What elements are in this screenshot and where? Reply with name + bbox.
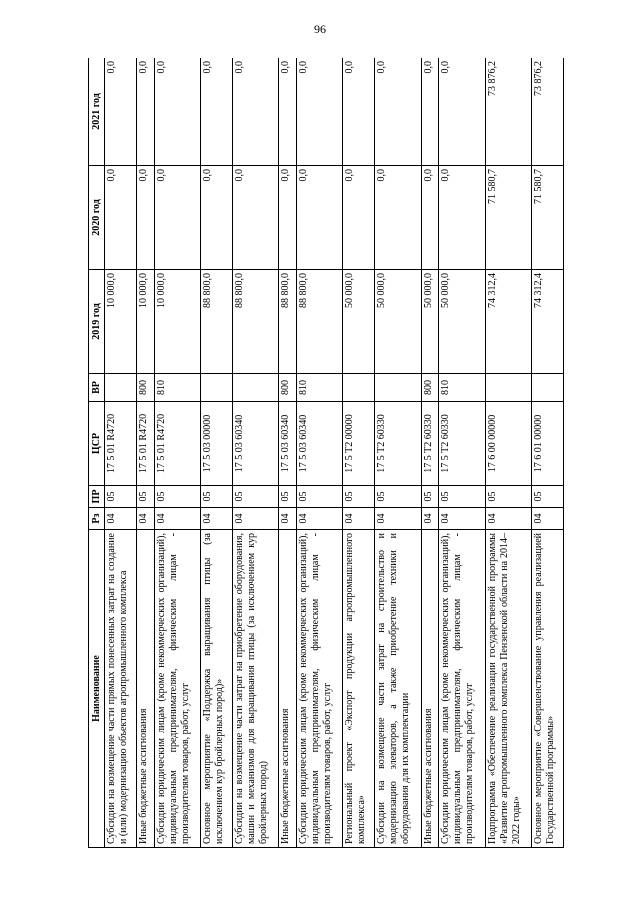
cell-2020: 0,0 [201, 166, 233, 270]
cell-rz: 04 [531, 508, 563, 530]
cell-rz: 04 [201, 508, 233, 530]
cell-2021: 0,0 [154, 58, 200, 166]
header-2020: 2020 год [89, 166, 105, 270]
cell-2021: 0,0 [201, 58, 233, 166]
table-row [439, 58, 485, 848]
cell-pr: 05 [531, 486, 563, 508]
cell-pr: 05 [485, 486, 531, 508]
cell-csr: 17 5 03 00000 [201, 402, 233, 486]
cell-2019: 10 000,0 [137, 270, 155, 374]
header-name: Наименование [89, 530, 105, 848]
cell-pr: 05 [137, 486, 155, 508]
cell-2019: 10 000,0 [105, 270, 137, 374]
cell-2019: 74 312,4 [485, 270, 531, 374]
cell-name: Подпрограмма «Обеспечение реализации государственной программы «Развитие агропромышленного комплекса Пензенской области на 2014–2022 годы» [485, 530, 531, 848]
cell-2021: 73 876,2 [485, 58, 531, 166]
cell-2019: 50 000,0 [421, 270, 439, 374]
cell-csr: 17 6 01 00000 [531, 402, 563, 486]
cell-csr: 17 5 03 60340 [233, 402, 279, 486]
table-row [485, 58, 531, 848]
table-row [343, 58, 375, 848]
cell-rz: 04 [439, 508, 485, 530]
cell-vr [343, 374, 375, 402]
cell-2021: 0,0 [233, 58, 279, 166]
cell-pr: 05 [439, 486, 485, 508]
header-vr: ВР [89, 374, 105, 402]
cell-pr: 05 [154, 486, 200, 508]
cell-vr: 800 [421, 374, 439, 402]
cell-vr [375, 374, 421, 402]
cell-rz: 04 [233, 508, 279, 530]
table-row [154, 58, 200, 848]
cell-2019: 50 000,0 [375, 270, 421, 374]
cell-vr: 800 [137, 374, 155, 402]
cell-rz: 04 [485, 508, 531, 530]
cell-2019: 88 800,0 [201, 270, 233, 374]
table-row [279, 58, 297, 848]
cell-2019: 10 000,0 [154, 270, 200, 374]
table-body [105, 58, 564, 848]
cell-csr: 17 5 T2 60330 [421, 402, 439, 486]
cell-pr: 05 [343, 486, 375, 508]
table-row [105, 58, 137, 848]
cell-2019: 50 000,0 [343, 270, 375, 374]
cell-pr: 05 [279, 486, 297, 508]
cell-name: Субсидии на возмещение части прямых понесенных затрат на создание и (или) модернизацию объектов агропромышленного комплекса [105, 530, 137, 848]
cell-pr: 05 [297, 486, 343, 508]
header-rz: Рз [89, 508, 105, 530]
cell-2021: 0,0 [105, 58, 137, 166]
cell-2020: 0,0 [154, 166, 200, 270]
table-row [201, 58, 233, 848]
cell-vr: 810 [297, 374, 343, 402]
cell-rz: 04 [375, 508, 421, 530]
cell-name: Основное мероприятие «Совершенствование управления реализацией Государственной программы» [531, 530, 563, 848]
cell-name: Региональный проект «Экспорт продукции агропромышленного комплекса» [343, 530, 375, 848]
cell-rz: 04 [105, 508, 137, 530]
cell-vr [201, 374, 233, 402]
cell-vr: 810 [154, 374, 200, 402]
cell-2020: 71 580,7 [485, 166, 531, 270]
table-row [531, 58, 563, 848]
header-2019: 2019 год [89, 270, 105, 374]
cell-2019: 88 800,0 [279, 270, 297, 374]
cell-2019: 74 312,4 [531, 270, 563, 374]
cell-rz: 04 [343, 508, 375, 530]
cell-rz: 04 [154, 508, 200, 530]
header-pr: ПР [89, 486, 105, 508]
cell-name: Субсидии юридическим лицам (кроме некоммерческих организаций), индивидуальным предпринимателям, физическим лицам - производителям товаров, работ, услуг [154, 530, 200, 848]
cell-2020: 0,0 [137, 166, 155, 270]
cell-rz: 04 [137, 508, 155, 530]
cell-csr: 17 5 03 60340 [279, 402, 297, 486]
cell-2020: 0,0 [297, 166, 343, 270]
cell-name: Иные бюджетные ассигнования [137, 530, 155, 848]
cell-2021: 0,0 [137, 58, 155, 166]
page-number: 96 [314, 22, 326, 36]
cell-name: Субсидии на возмещение части затрат на строительство и модернизацию элеваторов, а также приобретение техники и оборудования для их комплектации [375, 530, 421, 848]
cell-csr: 17 5 01 R4720 [154, 402, 200, 486]
cell-2021: 0,0 [421, 58, 439, 166]
cell-2020: 0,0 [343, 166, 375, 270]
cell-2021: 0,0 [375, 58, 421, 166]
table-row [233, 58, 279, 848]
cell-2020: 0,0 [233, 166, 279, 270]
cell-2020: 71 580,7 [531, 166, 563, 270]
cell-name: Основное мероприятие «Поддержка выращивания птицы (за исключением кур бройлерных пород)» [201, 530, 233, 848]
table-header-row [89, 58, 105, 848]
cell-name: Субсидии юридическим лицам (кроме некоммерческих организаций), индивидуальным предпринимателям, физическим лицам - производителям товаров, работ, услуг [297, 530, 343, 848]
cell-csr: 17 5 03 60340 [297, 402, 343, 486]
cell-2020: 0,0 [375, 166, 421, 270]
cell-pr: 05 [421, 486, 439, 508]
cell-vr [233, 374, 279, 402]
table-row [137, 58, 155, 848]
cell-csr: 17 5 01 R4720 [105, 402, 137, 486]
cell-name: Субсидии на возмещение части затрат на приобретение оборудования, машин и механизмов для выращивания птицы (за исключением кур бройлерных пород) [233, 530, 279, 848]
cell-2020: 0,0 [279, 166, 297, 270]
budget-table [88, 58, 564, 848]
cell-csr: 17 5 T2 60330 [439, 402, 485, 486]
cell-vr [485, 374, 531, 402]
header-csr: ЦСР [89, 402, 105, 486]
table-row [297, 58, 343, 848]
cell-2021: 73 876,2 [531, 58, 563, 166]
cell-pr: 05 [233, 486, 279, 508]
header-2021: 2021 год [89, 58, 105, 166]
cell-2021: 0,0 [297, 58, 343, 166]
cell-rz: 04 [279, 508, 297, 530]
cell-2019: 88 800,0 [233, 270, 279, 374]
table-row [375, 58, 421, 848]
cell-name: Иные бюджетные ассигнования [279, 530, 297, 848]
cell-csr: 17 6 00 00000 [485, 402, 531, 486]
cell-2019: 88 800,0 [297, 270, 343, 374]
cell-2021: 0,0 [439, 58, 485, 166]
table-row [421, 58, 439, 848]
cell-2020: 0,0 [421, 166, 439, 270]
cell-2021: 0,0 [279, 58, 297, 166]
cell-vr [531, 374, 563, 402]
cell-csr: 17 5 T2 00000 [343, 402, 375, 486]
cell-vr: 800 [279, 374, 297, 402]
cell-csr: 17 5 01 R4720 [137, 402, 155, 486]
cell-name: Иные бюджетные ассигнования [421, 530, 439, 848]
cell-2021: 0,0 [343, 58, 375, 166]
cell-csr: 17 5 T2 60330 [375, 402, 421, 486]
cell-pr: 05 [201, 486, 233, 508]
cell-name: Субсидии юридическим лицам (кроме некоммерческих организаций), индивидуальным предпринимателям, физическим лицам - производителям товаров, работ, услуг [439, 530, 485, 848]
cell-vr [105, 374, 137, 402]
cell-pr: 05 [375, 486, 421, 508]
table-area [88, 58, 564, 848]
cell-2019: 50 000,0 [439, 270, 485, 374]
cell-2020: 0,0 [439, 166, 485, 270]
cell-2020: 0,0 [105, 166, 137, 270]
rotated-table-wrapper [88, 58, 564, 848]
cell-rz: 04 [421, 508, 439, 530]
cell-rz: 04 [297, 508, 343, 530]
cell-pr: 05 [105, 486, 137, 508]
cell-vr: 810 [439, 374, 485, 402]
